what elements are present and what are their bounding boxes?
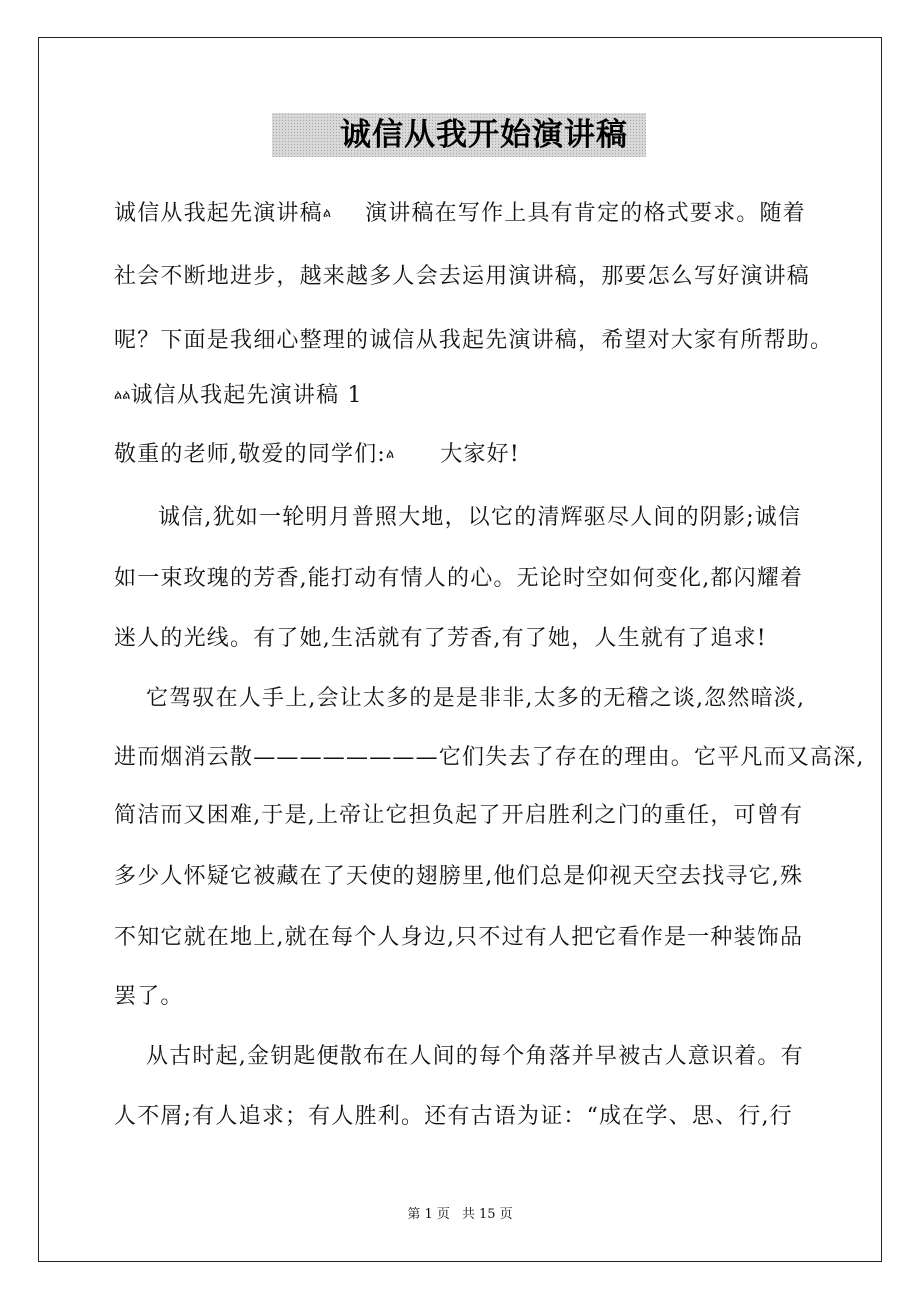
page-total: 共 15 页	[461, 1207, 513, 1222]
paragraph-line: 诚信,犹如一轮明月普照大地，以它的清辉驱尽人间的阴影;诚信	[158, 505, 802, 530]
intro-line-1	[114, 199, 806, 229]
greeting-salutation: 敬重的老师,敬爱的同学们:	[114, 442, 387, 467]
paragraph-line: 从古时起,金钥匙便散布在人间的每个角落并早被古人意识着。有	[146, 1044, 804, 1069]
paragraph-line: 不知它就在地上,就在每个人身边,只不过有人把它看作是一种装饰品	[114, 925, 804, 950]
symbol-glyph: ልል	[114, 388, 131, 403]
paragraph-line: 如一束玫瑰的芳香,能打动有情人的心。无论时空如何变化,都闪耀着	[114, 566, 804, 591]
paragraph-line: 人不屑;有人追求；有人胜利。还有古语为证：“成在学、思、行,行	[114, 1104, 793, 1129]
intro-text: 演讲稿在写作上具有肯定的格式要求。随着	[365, 201, 806, 226]
intro-title-text: 诚信从我起先演讲稿	[114, 201, 323, 226]
paragraph-line: 罢了。	[114, 984, 184, 1009]
greeting-hello: 大家好!	[440, 442, 520, 467]
intro-line-3: 呢？下面是我细心整理的诚信从我起先演讲稿，希望对大家有所帮助。	[114, 328, 834, 353]
page-number: 第 1 页	[407, 1207, 450, 1222]
paragraph-line: 它驾驭在人手上,会让太多的是是非非,太多的无稽之谈,忽然暗淡,	[146, 686, 806, 711]
paragraph-line: 进而烟消云散————————它们失去了存在的理由。它平凡而又高深,	[114, 745, 865, 770]
paragraph-line: 迷人的光线。有了她,生活就有了芳香,有了她，人生就有了追求!	[114, 626, 767, 651]
symbol-glyph: ል	[386, 447, 395, 462]
greeting-line	[114, 440, 520, 470]
paragraph-line: 简洁而又困难,于是,上帝让它担负起了开启胜利之门的重任，可曾有	[114, 803, 804, 828]
page-footer	[0, 1206, 920, 1224]
paragraph-line: 多少人怀疑它被藏在了天使的翅膀里,他们总是仰视天空去找寻它,殊	[114, 864, 804, 889]
symbol-glyph: ል	[322, 206, 332, 221]
section-heading	[114, 381, 363, 411]
intro-line-2: 社会不断地进步，越来越多人会去运用演讲稿，那要怎么写好演讲稿	[114, 264, 811, 289]
section-heading-text: 诚信从我起先演讲稿 1	[130, 383, 363, 408]
document-title: 诚信从我开始演讲稿	[340, 117, 628, 153]
